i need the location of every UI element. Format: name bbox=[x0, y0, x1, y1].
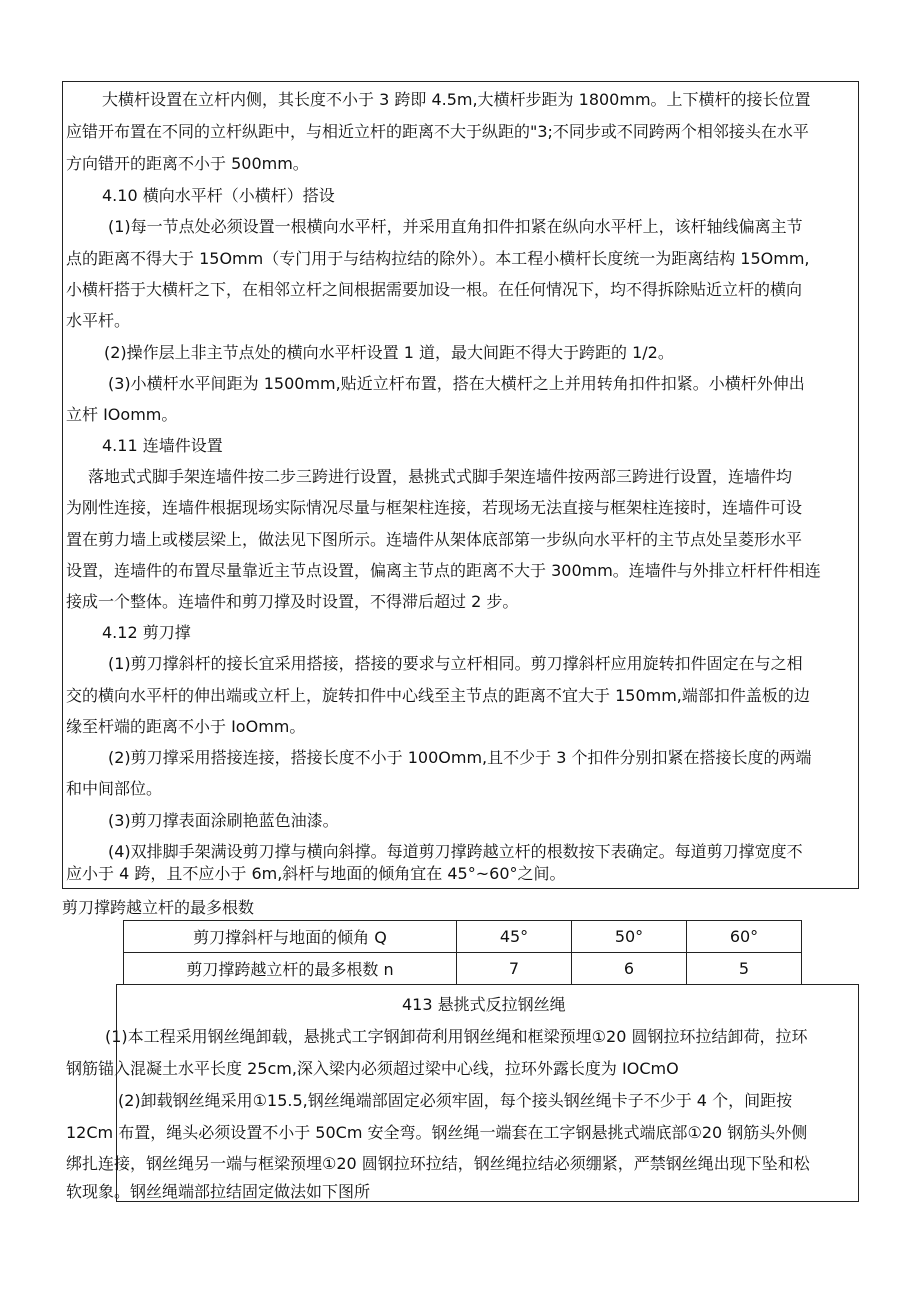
paragraph-line: 和中间部位。 bbox=[66, 779, 163, 798]
paragraph-line: (3)剪刀撑表面涂刷艳蓝色油漆。 bbox=[108, 811, 339, 830]
table-cell: 7 bbox=[457, 953, 572, 985]
section-heading-4-13: 413 悬挑式反拉钢丝绳 bbox=[402, 995, 566, 1014]
paragraph-line: 绑扎连接，钢丝绳另一端与框梁预埋①20 圆钢拉环拉结，钢丝绳拉结必须绷紧，严禁钢丝绳出现下坠和松 bbox=[66, 1154, 810, 1173]
paragraph-line: 小横杆搭于大横杆之下，在相邻立杆之间根据需要加设一根。在任何情况下，均不得拆除贴近立杆的横向 bbox=[66, 280, 803, 299]
paragraph-line: 大横杆设置在立杆内侧，其长度不小于 3 跨即 4.5m,大横杆步距为 1800mm。上下横杆的接长位置 bbox=[102, 90, 811, 109]
paragraph-line: (1)本工程采用钢丝绳卸载，悬挑式工字钢卸荷利用钢丝绳和框梁预埋①20 圆钢拉环拉结卸荷，拉环 bbox=[105, 1027, 808, 1046]
table-caption: 剪刀撑跨越立杆的最多根数 bbox=[62, 898, 255, 917]
paragraph-line: (3)小横杆水平间距为 1500mm,贴近立杆布置，搭在大横杆之上并用转角扣件扣紧。小横杆外伸出 bbox=[108, 374, 805, 393]
paragraph-line: 方向错开的距离不小于 500mm。 bbox=[66, 154, 309, 173]
table-cell: 6 bbox=[572, 953, 687, 985]
paragraph-line: 软现象。钢丝绳端部拉结固定做法如下图所 bbox=[66, 1182, 371, 1201]
paragraph-line: 缘至杆端的距离不小于 IoOmm。 bbox=[66, 717, 306, 736]
paragraph-line: 钢筋锚入混凝土水平长度 25cm,深入梁内必须超过梁中心线，拉环外露长度为 IOCmO bbox=[66, 1059, 679, 1078]
paragraph-line: 12Cm 布置，绳头必须设置不小于 50Cm 安全弯。钢丝绳一端套在工字钢悬挑式端底部①20 钢筋头外侧 bbox=[66, 1123, 808, 1142]
paragraph-line: 设置，连墙件的布置尽量靠近主节点设置，偏离主节点的距离不大于 300mm。连墙件与外排立杆杆件相连 bbox=[66, 561, 821, 580]
paragraph-line: (1)剪刀撑斜杆的接长宜采用搭接，搭接的要求与立杆相同。剪刀撑斜杆应用旋转扣件固定在与之相 bbox=[108, 654, 803, 673]
paragraph-line: (2)剪刀撑采用搭接连接，搭接长度不小于 100Omm,且不少于 3 个扣件分别扣紧在搭接长度的两端 bbox=[108, 748, 812, 767]
paragraph-line: 点的距离不得大于 15Omm（专门用于与结构拉结的除外）。本工程小横杆长度统一为距离结构 15Omm, bbox=[66, 249, 810, 268]
section-heading-4-11: 4.11 连墙件设置 bbox=[102, 436, 223, 455]
paragraph-line: (2)卸载钢丝绳采用①15.5,钢丝绳端部固定必须牢固，每个接头钢丝绳卡子不少于 4 个，间距按 bbox=[118, 1091, 793, 1110]
paragraph-line: (2)操作层上非主节点处的横向水平杆设置 1 道，最大间距不得大于跨距的 1/2。 bbox=[104, 343, 674, 362]
paragraph-line: 落地式式脚手架连墙件按二步三跨进行设置，悬挑式式脚手架连墙件按两部三跨进行设置，连墙件均 bbox=[88, 467, 793, 486]
table-cell: 5 bbox=[687, 953, 802, 985]
paragraph-line: 置在剪力墙上或楼层梁上，做法见下图所示。连墙件从架体底部第一步纵向水平杆的主节点处呈菱形水平 bbox=[66, 530, 803, 549]
section-heading-4-10: 4.10 横向水平杆（小横杆）搭设 bbox=[102, 186, 335, 205]
paragraph-line: 应小于 4 跨，且不应小于 6m,斜杆与地面的倾角宜在 45°~60°之间。 bbox=[66, 864, 566, 883]
paragraph-line: (1)每一节点处必须设置一根横向水平杆，并采用直角扣件扣紧在纵向水平杆上，该杆轴线偏离主节 bbox=[108, 217, 803, 236]
paragraph-line: (4)双排脚手架满设剪刀撑与横向斜撑。每道剪刀撑跨越立杆的根数按下表确定。每道剪刀撑宽度不 bbox=[108, 842, 803, 861]
table-row bbox=[124, 953, 802, 985]
table-cell-label: 剪刀撑斜杆与地面的倾角 Q bbox=[124, 921, 457, 953]
paragraph-line: 为刚性连接，连墙件根据现场实际情况尽量与框架柱连接，若现场无法直接与框架柱连接时，连墙件可设 bbox=[66, 498, 803, 517]
table-cell: 60° bbox=[687, 921, 802, 953]
paragraph-line: 接成一个整体。连墙件和剪刀撑及时设置，不得滞后超过 2 步。 bbox=[66, 592, 519, 611]
table-cell: 45° bbox=[457, 921, 572, 953]
table-cell-label: 剪刀撑跨越立杆的最多根数 n bbox=[124, 953, 457, 985]
table-cell: 50° bbox=[572, 921, 687, 953]
paragraph-line: 水平杆。 bbox=[66, 311, 131, 330]
scissor-brace-table bbox=[123, 920, 802, 985]
table-row bbox=[124, 921, 802, 953]
section-heading-4-12: 4.12 剪刀撑 bbox=[102, 623, 191, 642]
paragraph-line: 立杆 IOomm。 bbox=[66, 405, 178, 424]
paragraph-line: 应错开布置在不同的立杆纵距中，与相近立杆的距离不大于纵距的"3;不同步或不同跨两个相邻接头在水平 bbox=[66, 122, 809, 141]
paragraph-line: 交的横向水平杆的伸出端或立杆上，旋转扣件中心线至主节点的距离不宜大于 150mm,端部扣件盖板的边 bbox=[66, 686, 810, 705]
